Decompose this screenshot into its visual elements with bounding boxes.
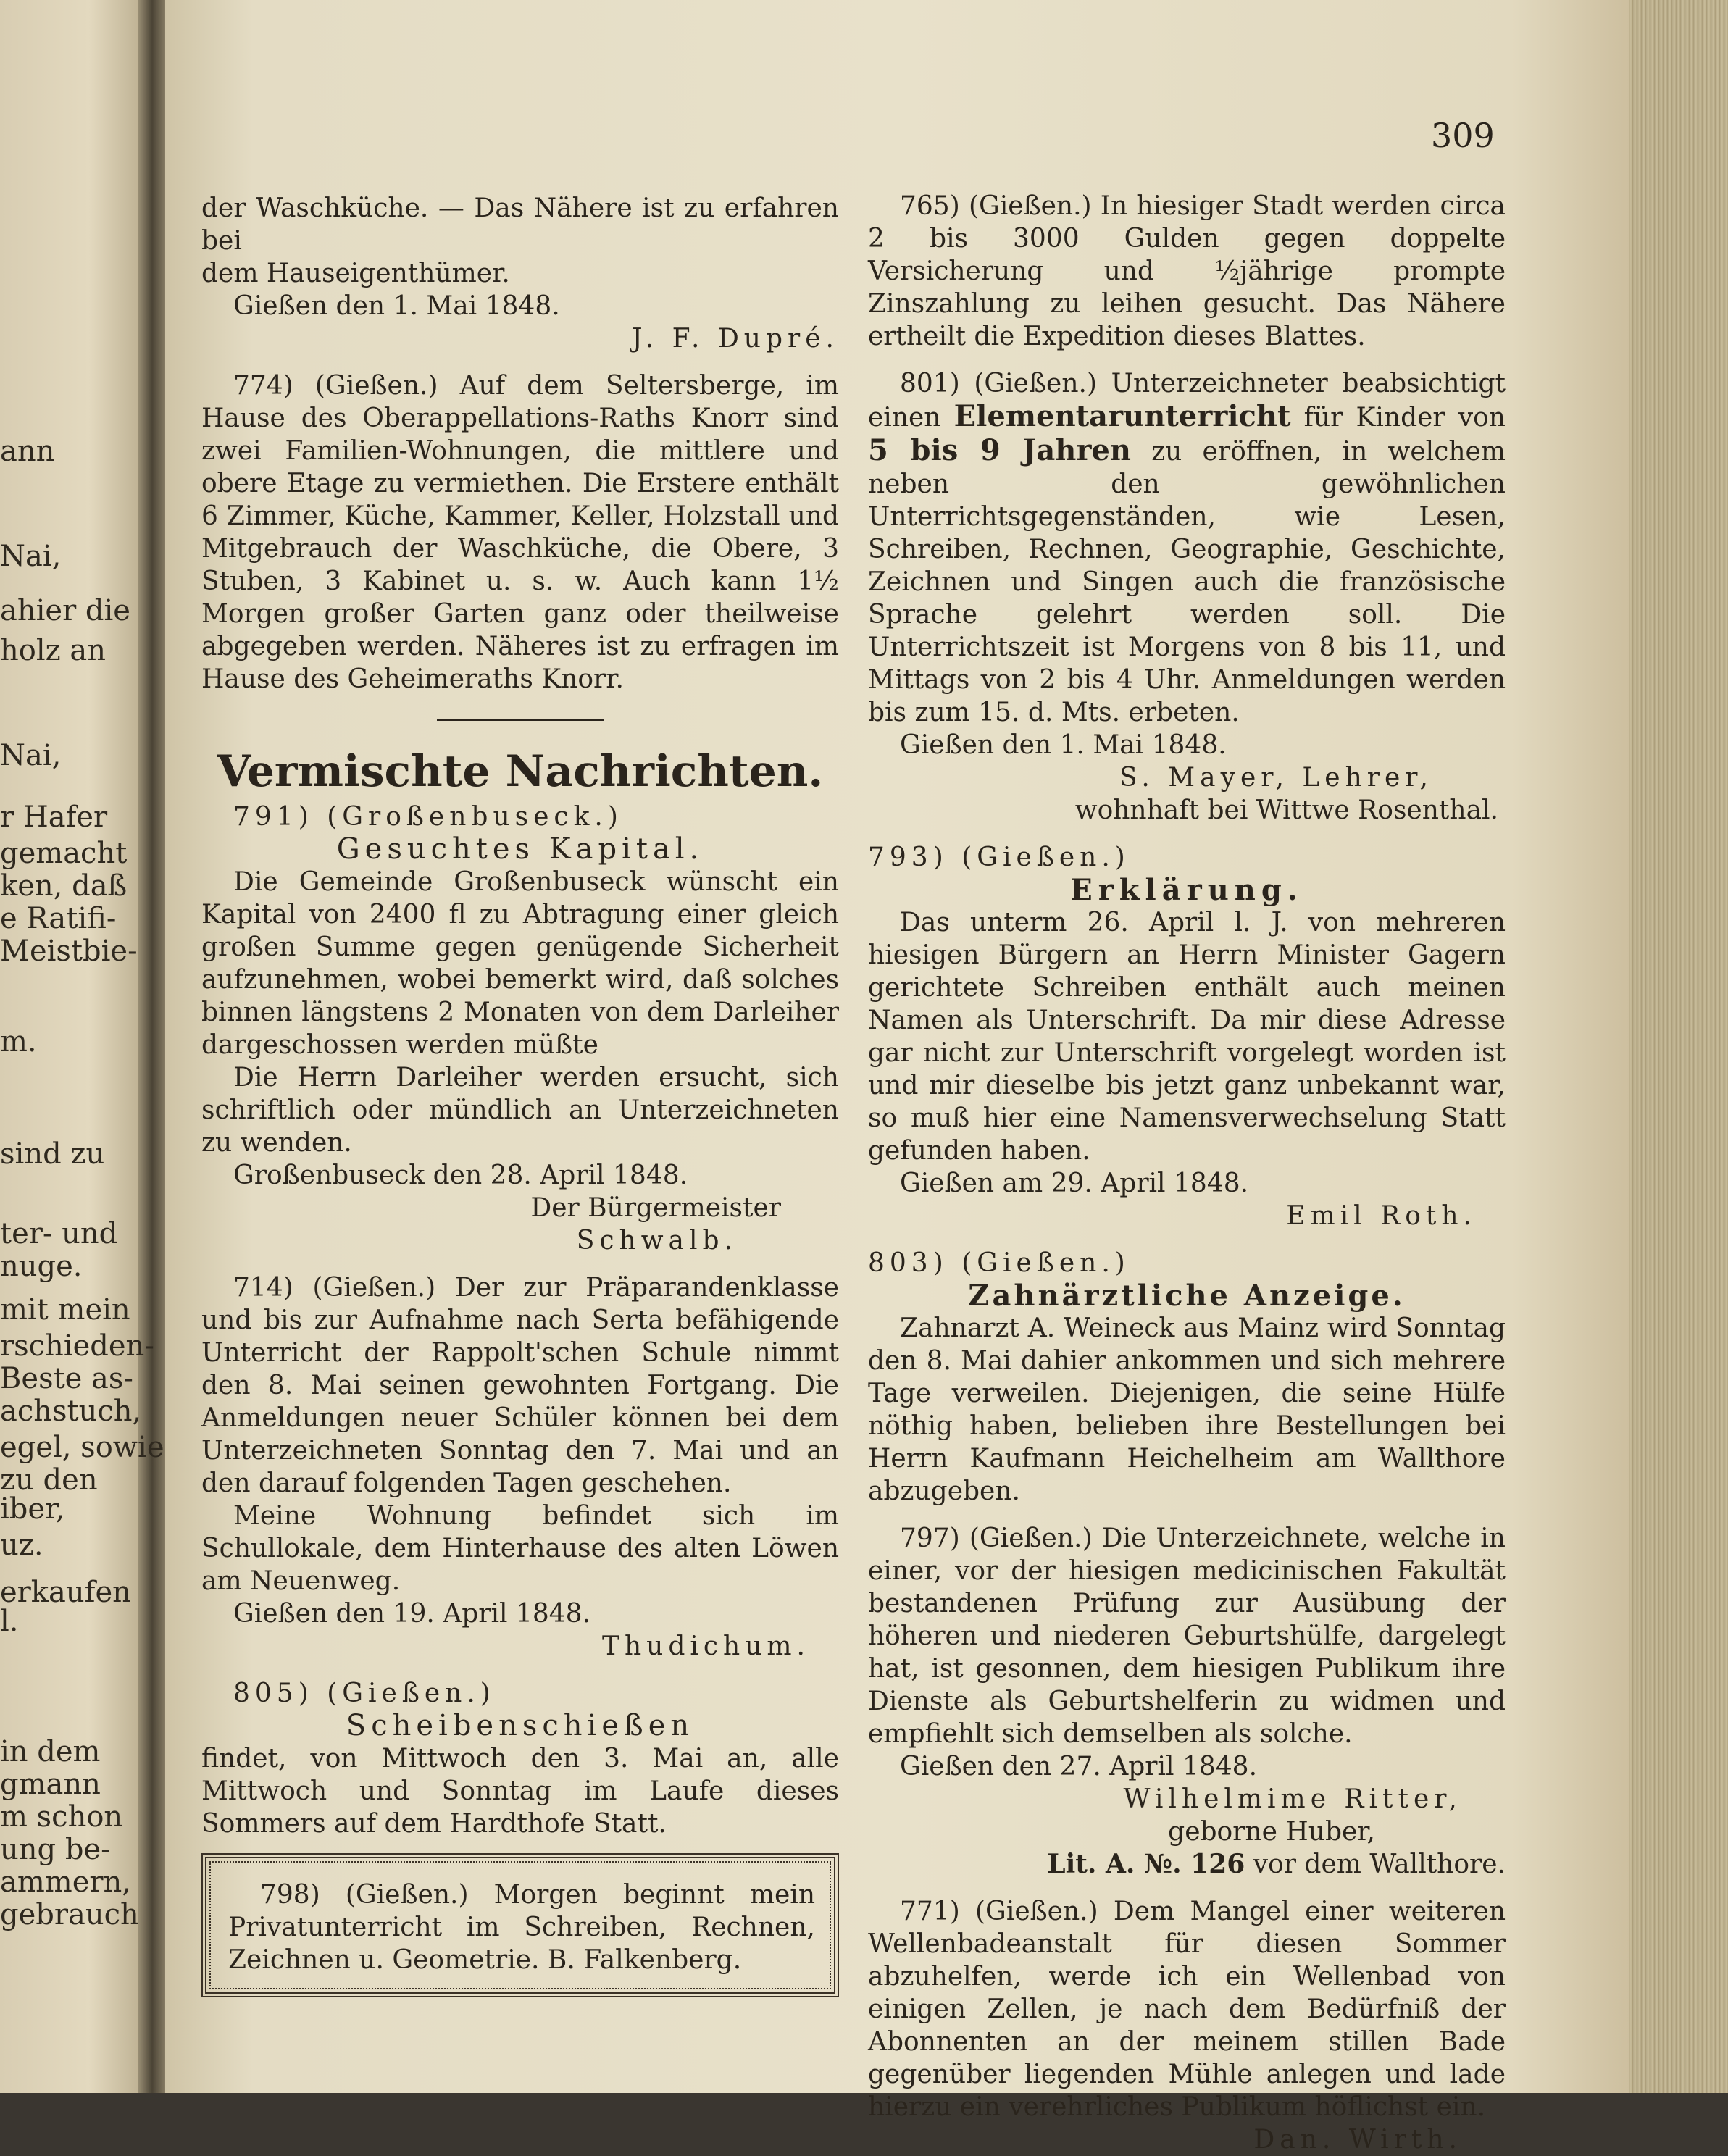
ad-signature: J. F. Dupré. [632,324,839,354]
facing-page-fragment: m. [0,1025,37,1058]
ad-765: 765) (Gießen.) In hiesiger Stadt werden circa 2 bis 3000 Gulden gegen doppelte Versicherung und ½jährige prompte Zinszahlung zu leihen gesucht. Das Nähere ertheilt die Expedition dieses Blattes. [868,191,1506,351]
ad-803-body: Zahnarzt A. Weineck aus Mainz wird Sonntag den 8. Mai dahier ankommen und sich mehrere Tage verweilen. Diejenigen, die seine Hülfe nöthig haben, belieben ihre Bestellungen bei Herrn Kaufmann Heichelheim am Wallthore abzugeben. [868,1313,1506,1506]
facing-page-fragment: achstuch, [0,1395,142,1428]
right-column [868,190,1506,2156]
facing-page-fragment: zu den [0,1463,98,1497]
ad-signature: wohnhaft bei Wittwe Rosenthal. [1074,795,1498,825]
facing-page-fragment: ahier die [0,594,130,627]
facing-page-fragment: in dem [0,1735,101,1768]
facing-page-fragment: ann [0,435,55,468]
ad-address-lit: Lit. A. №. 126 [1047,1849,1245,1879]
facing-page-fragment: Meistbie- [0,935,138,968]
ad-801-text: 801) (Gießen.) Unterzeichneter beabsichtigt einen [868,369,1506,433]
ad-793-body: Das unterm 26. April l. J. von mehreren hiesigen Bürgern an Herrn Minister Gagern gerichtete Schreiben enthält auch meinen Namen als Unterschrift. Da mir diese Adresse gar nicht zur Unterschrift vorgelegt worden ist und mir dieselbe bis jetzt ganz unbekannt war, so muß hier eine Namensverwechselung Statt gefunden haben. [868,908,1506,1166]
ad-803-title: Zahnärztliche Anzeige. [968,1279,1406,1313]
ad-805-title: Scheibenschießen [346,1709,695,1742]
facing-page-fragment: gmann [0,1768,101,1801]
ad-801-text: zu eröffnen, in welchem neben den gewöhnlichen Unterrichtsgegenständen, wie Lesen, Schreiben, Rechnen, Geographie, Geschichte, Zeichnen und Singen auch die französische Sprache gelehrt werden soll. Die Unterrichtszeit ist Morgens von 8 bis 11, und Mittags von 2 bis 4 Uhr. Anmeldungen werden bis zum 15. d. Mts. erbeten. [868,437,1506,727]
facing-page-fragment: ung be- [0,1833,111,1866]
ad-771: 771) (Gießen.) Dem Mangel einer weiteren Wellenbadeanstalt für diesen Sommer abzuhelfen, werde ich ein Wellenbad von einigen Zellen, je nach dem Bedürfniß der Abonnenten an der meinem stillen Bade gegenüber liegenden Mühle anlegen und lade hierzu ein verehrliches Publikum höflichst ein. [868,1897,1506,2122]
ad-date: Gießen den 27. April 1848. [900,1752,1258,1781]
ad-805-body: findet, von Mittwoch den 3. Mai an, alle Mittwoch und Sonntag im Laufe dieses Sommers auf dem Hardthofe Statt. [201,1744,839,1839]
ad-798: 798) (Gießen.) Morgen beginnt mein Privatunterricht im Schreiben, Rechnen, Zeichnen u. Geometrie. B. Falkenberg. [228,1880,815,1975]
facing-page-fragment: l. [0,1605,19,1638]
ad-date: Gießen den 19. April 1848. [233,1599,591,1629]
ad-date: Gießen den 1. Mai 1848. [900,730,1227,760]
ad-793-heading: 793) (Gießen.) [868,843,1130,872]
ad-date: Gießen den 1. Mai 1848. [233,291,560,321]
ad-signature: Thudichum. [601,1631,810,1661]
facing-page-fragment: Nai, [0,739,62,772]
ad-signature: Emil Roth. [1286,1201,1477,1231]
left-column [201,192,839,1997]
ad-801-text: für Kinder von [1303,403,1506,433]
facing-page-fragment: gebrauch [0,1898,139,1931]
facing-page-fragment: r Hafer [0,801,108,834]
facing-page-fragment: ken, daß [0,869,128,903]
facing-page-fragment: holz an [0,634,107,667]
ad-714: 714) (Gießen.) Der zur Präparandenklasse und bis zur Aufnahme nach Serta befähigende Unterricht der Rappolt'schen Schule nimmt den 8. Mai seinen gewohnten Fortgang. Die Anmeldungen neuer Schüler können bei dem Unterzeichneten Sonntag den 7. Mai und an den darauf folgenden Tagen geschehen. [201,1273,839,1498]
ad-791-body: Die Herrn Darleiher werden ersucht, sich schriftlich oder mündlich an Unterzeichneten zu wenden. [201,1063,839,1158]
ad-714-body: Meine Wohnung befindet sich im Schullokale, dem Hinterhause des alten Löwen am Neuenweg. [201,1501,839,1596]
facing-page-fragment: Beste as- [0,1362,133,1395]
ad-801 [868,367,1506,729]
facing-page-fragment: iber, [0,1492,65,1526]
facing-page-fragment: rschieden- [0,1329,154,1363]
facing-page-fragment: erkaufen [0,1576,131,1609]
ad-791-heading: 791) (Großenbuseck.) [233,802,623,832]
book-gutter [138,0,167,2093]
ad-signature: Der Bürgermeister [530,1193,781,1223]
section-title: Vermischte Nachrichten. [217,746,824,797]
ad-791-body: Die Gemeinde Großenbuseck wünscht ein Kapital von 2400 fl zu Abtragung einer gleich großen Summe gegen genügende Sicherheit aufzunehmen, wobei bemerkt wird, daß solches binnen längstens 2 Monaten von dem Darleiher dargeschossen werden müßte [201,867,839,1060]
ad-signature: Dan. Wirth. [1253,2125,1462,2155]
facing-page-fragment: egel, sowie [0,1431,164,1464]
facing-page-fragment: ter- und [0,1217,118,1250]
ad-774: 774) (Gießen.) Auf dem Seltersberge, im Hause des Oberappellations-Raths Knorr sind zwei Familien-Wohnungen, die mittlere und obere Etage zu vermiethen. Die Erstere enthält 6 Zimmer, Küche, Kammer, Keller, Holzstall und Mitgebrauch der Waschküche, die Obere, 3 Stuben, 3 Kabinet u. s. w. Auch kann 1½ Morgen großer Garten ganz oder theilweise abgegeben werden. Näheres ist zu erfragen im Hause des Geheimeraths Knorr. [201,371,839,694]
ad-signature: S. Mayer, Lehrer, [1119,763,1433,793]
ad-address [868,1848,1506,1881]
facing-page-fragment: ammern, [0,1865,131,1899]
facing-page-fragment: Nai, [0,540,62,573]
text-line: der Waschküche. — Das Nähere ist zu erfahren bei [201,193,839,256]
facing-page-fragment: gemacht [0,837,128,870]
facing-page-fragment: uz. [0,1529,43,1562]
ad-date: Großenbuseck den 28. April 1848. [233,1161,688,1190]
page-edges [1629,0,1728,2093]
ad-signature: Wilhelmime Ritter, [1123,1784,1462,1814]
ad-791-title: Gesuchtes Kapital. [336,832,704,866]
facing-page-fragment: nuge. [0,1250,83,1283]
facing-page-fragment: sind zu [0,1137,105,1171]
text-line: dem Hauseigenthümer. [201,259,510,288]
ad-803-heading: 803) (Gießen.) [868,1248,1130,1278]
ad-date: Gießen am 29. April 1848. [900,1169,1249,1198]
ad-798-frame [201,1853,839,1997]
facing-page-fragment: mit mein [0,1293,130,1326]
ad-address-text: vor dem Wallthore. [1253,1850,1506,1879]
ad-797: 797) (Gießen.) Die Unterzeichnete, welche in einer, vor der hiesigen medicinischen Fakultät bestandenen Prüfung zur Ausübung der höheren und niederen Geburtshülfe, dargelegt hat, ist gesonnen, dem hiesigen Publikum ihre Dienste als Geburtshelferin zu widmen und empfiehlt sich demselben als solche. [868,1524,1506,1749]
ad-801-emphasis: 5 bis 9 Jahren [868,433,1131,467]
ad-signature: Schwalb. [576,1226,738,1255]
ad-793-title: Erklärung. [1070,873,1303,907]
divider [437,719,604,721]
ad-805-heading: 805) (Gießen.) [233,1679,496,1708]
ad-signature: geborne Huber, [1168,1817,1375,1847]
ad-801-emphasis: Elementarunterricht [953,399,1291,433]
facing-page-fragment: m schon [0,1800,123,1834]
page-number: 309 [1431,116,1495,155]
facing-page-fragment: e Ratifi- [0,902,117,935]
